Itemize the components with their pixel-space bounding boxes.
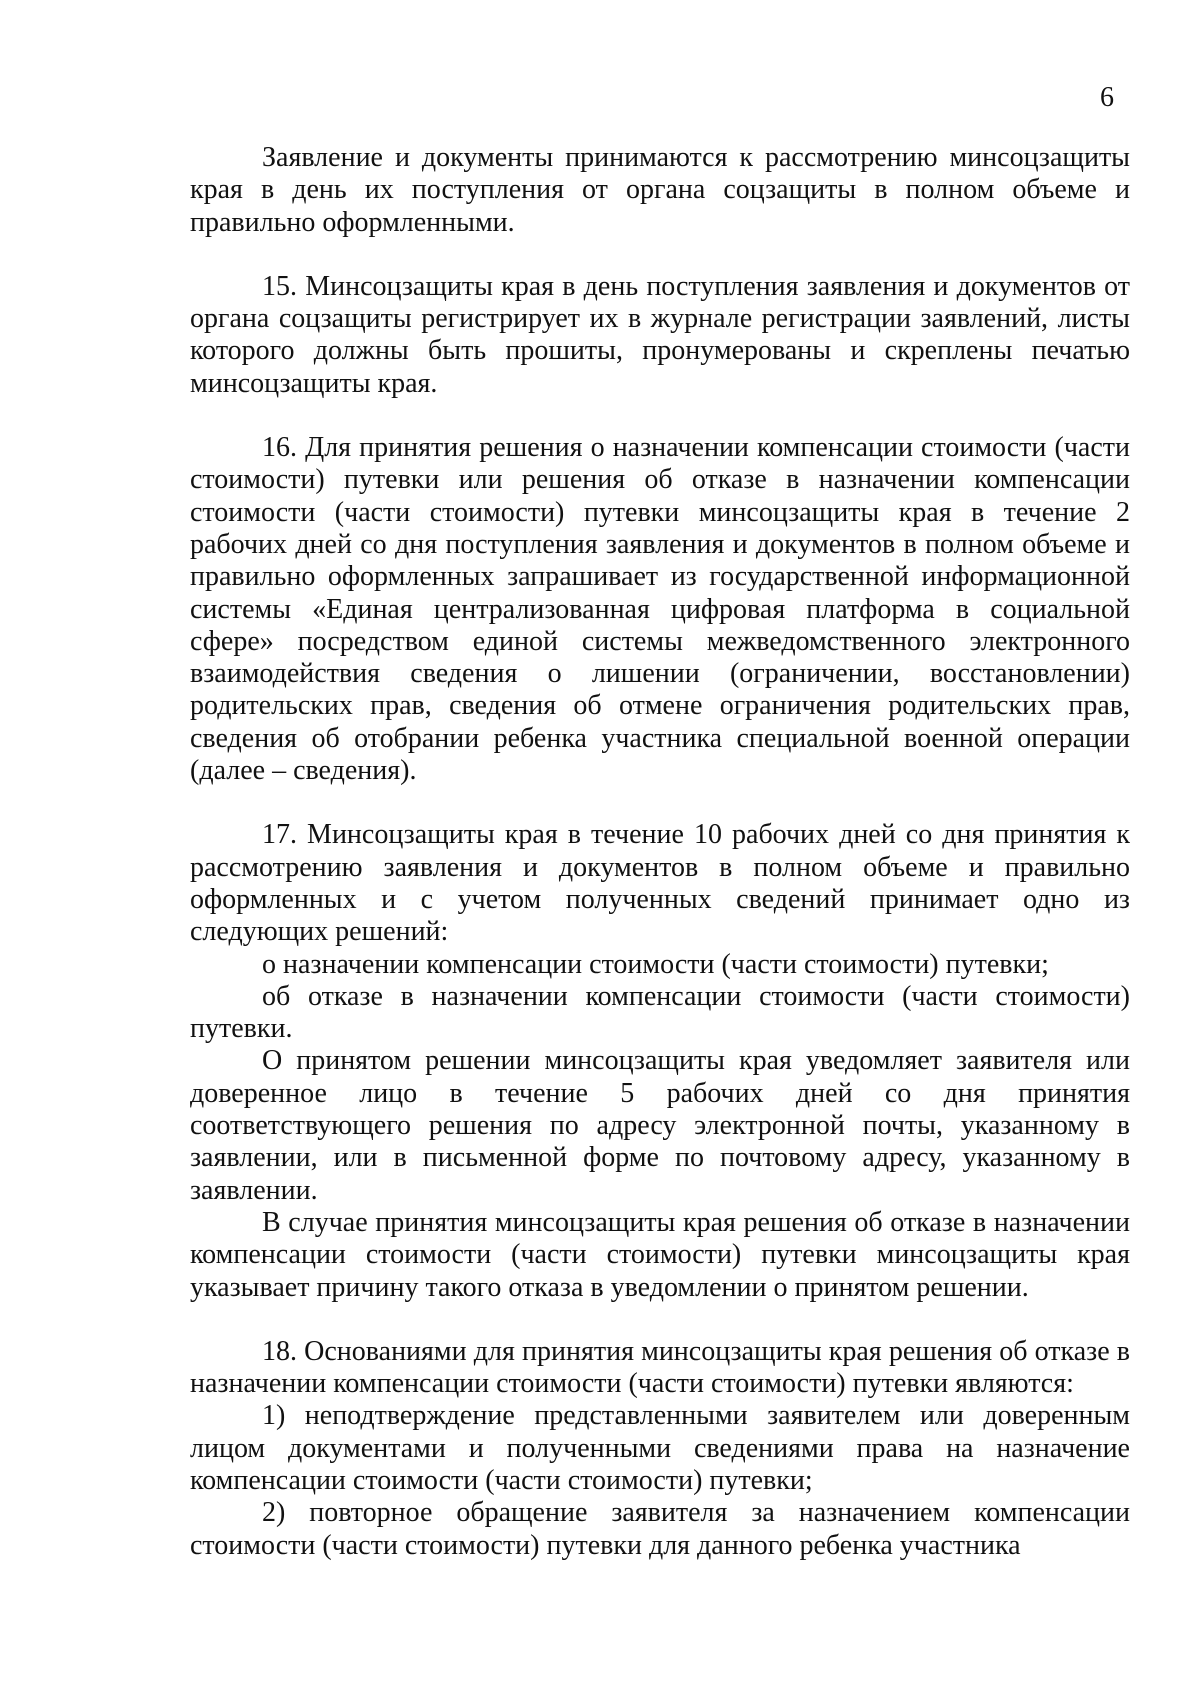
decision-option-refusal: об отказе в назначении компенсации стоимости (части стоимости) путевки.	[190, 980, 1130, 1045]
paragraph-17: 17. Минсоцзащиты края в течение 10 рабочих дней со дня принятия к рассмотрению заявления и документов в полном объеме и правильно оформленных и с учетом полученных сведений принимает одно из следующих решений:	[190, 819, 1130, 948]
refusal-ground-1: 1) неподтверждение представленными заявителем или доверенным лицом документами и полученными сведениями права на назначение компенсации стоимости (части стоимости) путевки;	[190, 1400, 1130, 1496]
paragraph-18: 18. Основаниями для принятия минсоцзащиты края решения об отказе в назначении компенсации стоимости (части стоимости) путевки являются:	[190, 1335, 1130, 1400]
decision-option-grant: о назначении компенсации стоимости (части стоимости) путевки;	[262, 948, 1049, 980]
paragraph-16: 16. Для принятия решения о назначении компенсации стоимости (части стоимости) путевки или решения об отказе в назначении компенсации стоимости (части стоимости) путевки минсоцзащиты края в течение 2 рабочих дней со дня поступления заявления и документов в полном объеме и правильно оформленных запрашивает из государственной информационной системы «Единая централизованная цифровая платформа в социальной сфере» посредством единой системы межведомственного электронного взаимодействия сведения о лишении (ограничении, восстановлении) родительских прав, сведения об отмене ограничения родительских прав, сведения об отобрании ребенка участника специальной военной операции (далее – сведения).	[190, 432, 1130, 787]
paragraph-15: 15. Минсоцзащиты края в день поступления заявления и документов от органа соцзащиты регистрирует их в журнале регистрации заявлений, листы которого должны быть прошиты, пронумерованы и скреплены печатью минсоцзащиты края.	[190, 270, 1130, 399]
paragraph-notification: О принятом решении минсоцзащиты края уведомляет заявителя или доверенное лицо в течение 5 рабочих дней со дня принятия соответствующего решения по адресу электронной почты, указанному в заявлении, или в письменной форме по почтовому адресу, указанному в заявлении.	[190, 1045, 1130, 1206]
refusal-ground-2: 2) повторное обращение заявителя за назначением компенсации стоимости (части стоимости) путевки для данного ребенка участника	[190, 1497, 1130, 1561]
page-number: 6	[1100, 82, 1114, 113]
document-body	[190, 142, 1130, 1562]
paragraph-acceptance: Заявление и документы принимаются к рассмотрению минсоцзащиты края в день их поступления от органа соцзащиты в полном объеме и правильно оформленными.	[190, 142, 1130, 238]
paragraph-refusal-reason: В случае принятия минсоцзащиты края решения об отказе в назначении компенсации стоимости (части стоимости) путевки минсоцзащиты края указывает причину такого отказа в уведомлении о принятом решении.	[190, 1206, 1130, 1303]
